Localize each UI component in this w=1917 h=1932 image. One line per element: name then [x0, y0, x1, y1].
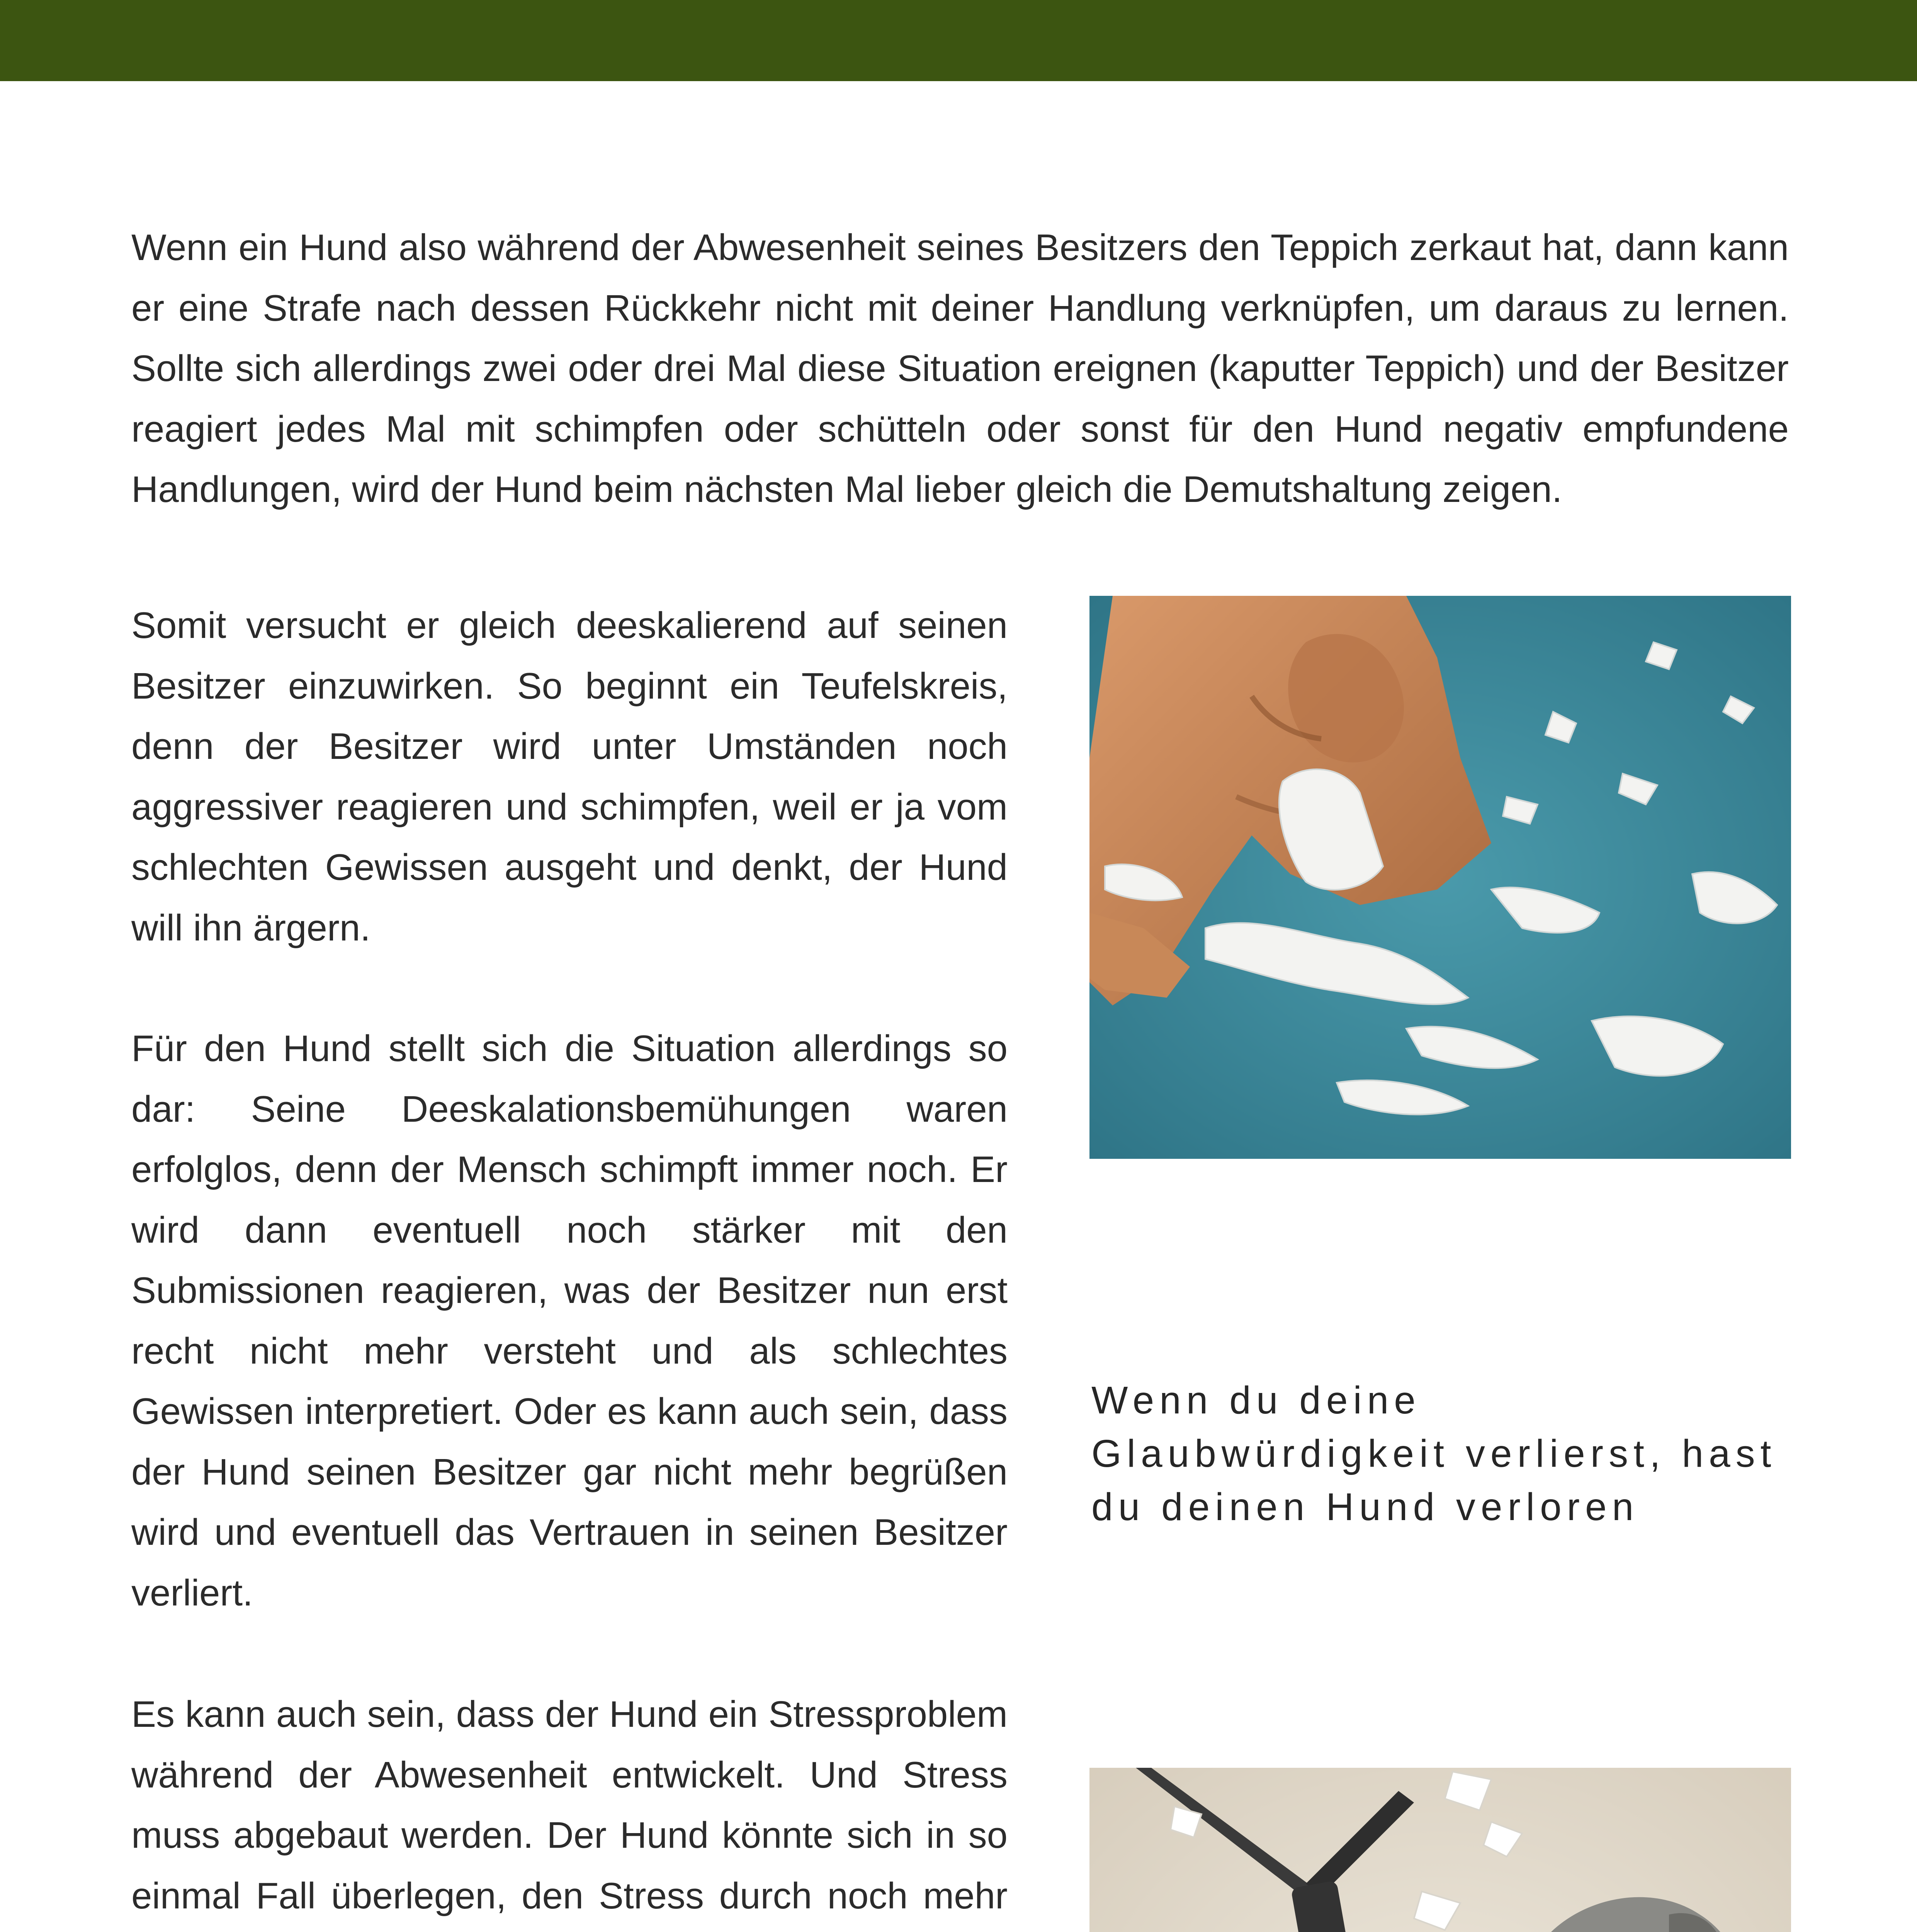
header-bar	[0, 0, 1917, 81]
body-paragraph-4: Es kann auch sein, dass der Hund ein Stressproblem während der Abwesenheit entwickelt. Und Stress muss abgebaut werden. Der Hund könnte sich in so einmal Fall überlegen, den Stress durch noch mehr	[131, 1694, 1008, 1917]
body-paragraph-2: Somit versucht er gleich deeskalierend auf seinen Besitzer einzuwirken. So beginnt ein Teufelskreis, denn der Besitzer wird unter Umständen noch aggressiver reagieren und schimpfen, weil er ja vom schlechten Gewissen ausgeht und denkt, der Hund will ihn ärgern.	[131, 605, 1008, 949]
dog-with-shredded-paper-photo	[1089, 596, 1791, 1159]
body-paragraph-1: Wenn ein Hund also während der Abwesenheit seines Besitzers den Teppich zerkaut hat, dann kann er eine Strafe nach dessen Rückkehr nicht mit deiner Handlung verknüpfen, um daraus zu lernen. Sollte sich allerdings zwei oder drei Mal diese Situation ereignen (kaputter Teppich) und der Besitzer reagiert jedes Mal mit schimpfen oder schütteln oder sonst für den Hund negativ empfundene Handlungen, wird der Hund beim nächsten Mal lieber gleich die Demutshaltung zeigen.	[131, 227, 1789, 510]
dog-with-broken-plant-photo	[1089, 1768, 1791, 1932]
sidebar-quote: Wenn du deine Glaubwürdigkeit verlierst, hast du deinen Hund verloren	[1091, 1379, 1777, 1529]
body-paragraph-3: Für den Hund stellt sich die Situation allerdings so dar: Seine Deeskalationsbemühungen waren erfolglos, denn der Mensch schimpft immer noch. Er wird dann eventuell noch stärker mit den Submissionen reagieren, was der Besitzer nun erst recht nicht mehr versteht und als schlechtes Gewissen interpretiert. Oder es kann auch sein, dass der Hund seinen Besitzer gar nicht mehr begrüßen wird und eventuell das Vertrauen in seinen Besitzer verliert.	[131, 1028, 1008, 1614]
